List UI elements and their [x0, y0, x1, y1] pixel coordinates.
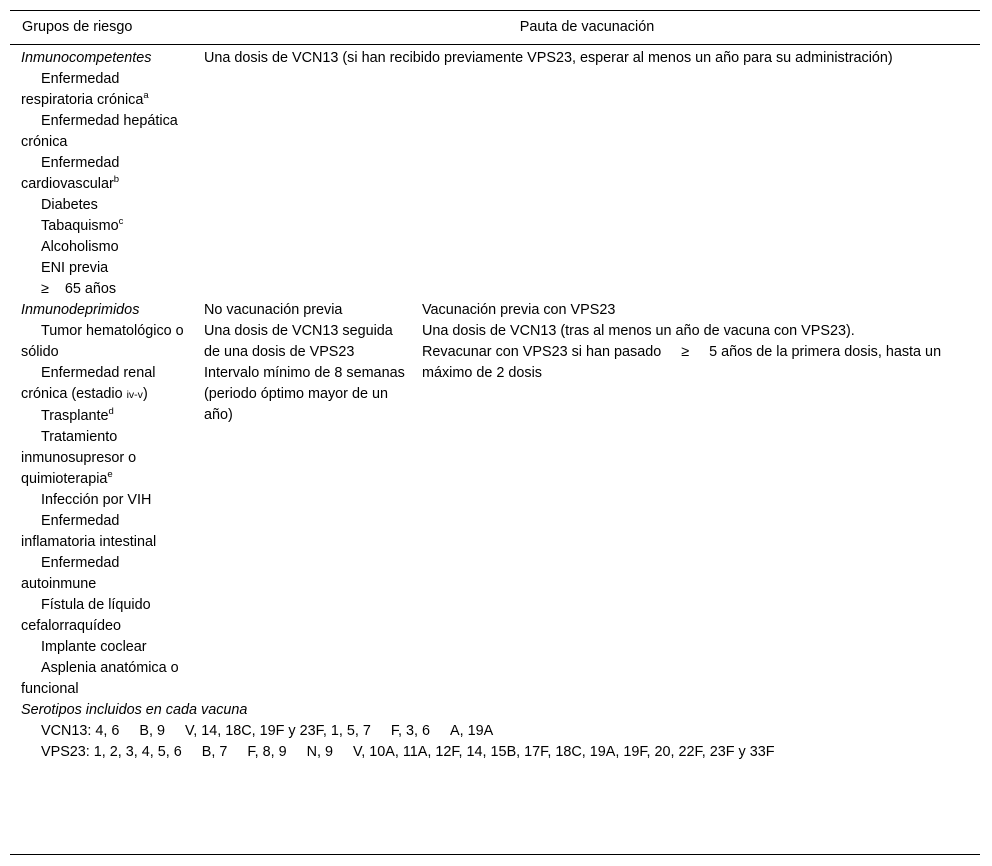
table-row-serotypes	[10, 700, 980, 763]
immunosuppressed-title: Inmunodeprimidos	[21, 302, 140, 318]
list-item: Tabaquismo$^c$	[41, 216, 124, 234]
serotypes-cell	[10, 700, 980, 763]
prior-line1: Una dosis de VCN13 (tras al menos un año de vacuna con VPS23).	[422, 323, 855, 339]
serotypes-vps23: VPS23: 1, 2, 3, 4, 5, 6 B, 7 F, 8, 9 N, 9 V, 10A, 11A, 12F, 14, 15B, 17F, 18C, 19A, 19F, 20, 22F, 23F y 33F	[41, 744, 775, 760]
serotypes-title: Serotipos incluidos en cada vacuna	[21, 702, 248, 718]
no-prior-vaccination-cell	[194, 300, 422, 700]
list-item: Enfermedad inflamatoria intestinal	[21, 513, 157, 550]
list-item: Diabetes	[41, 197, 98, 213]
immunosuppressed-groups-cell	[10, 300, 194, 700]
prior-line2: Revacunar con VPS23 si han pasado ≥ 5 años de la primera dosis, hasta un máximo de 2 dosis	[422, 344, 942, 381]
immunocompetent-schedule: Una dosis de VCN13 (si han recibido previamente VPS23, esperar al menos un año para su administración)	[204, 50, 893, 66]
list-item: Enfermedad cardiovascular$^b$	[21, 155, 120, 192]
list-item: Enfermedad autoinmune	[21, 555, 120, 592]
header-vaccination-schedule: Pauta de vacunación	[194, 11, 980, 45]
list-item: Enfermedad hepática crónica	[21, 113, 178, 150]
list-item: Trasplante$^d$	[41, 406, 114, 424]
no-prior-line1: Una dosis de VCN13 seguida de una dosis de VPS23	[204, 323, 393, 360]
prior-heading: Vacunación previa con VPS23	[422, 302, 616, 318]
list-item: ≥ 65 años	[41, 281, 117, 297]
table-row-immunosuppressed	[10, 300, 980, 700]
list-item: Infección por VIH	[41, 492, 152, 508]
no-prior-heading: No vacunación previa	[204, 302, 343, 318]
list-item: Enfermedad renal crónica (estadio iv-v)	[21, 365, 156, 402]
vaccination-table	[10, 10, 980, 763]
no-prior-line2: Intervalo mínimo de 8 semanas (periodo óptimo mayor de un año)	[204, 365, 405, 423]
list-item: Alcoholismo	[41, 239, 119, 255]
list-item: Asplenia anatómica o funcional	[21, 660, 179, 697]
bottom-rule	[10, 854, 980, 855]
table-row-immunocompetent	[10, 45, 980, 301]
header-risk-groups: Grupos de riesgo	[10, 11, 194, 45]
prior-vaccination-cell	[422, 300, 980, 700]
list-item: Fístula de líquido cefalorraquídeo	[21, 597, 151, 634]
immunocompetent-groups-cell	[10, 45, 194, 301]
list-item: Tratamiento inmunosupresor o quimioterapia$^e$	[21, 429, 137, 487]
list-item: Implante coclear	[41, 639, 147, 655]
list-item: Enfermedad respiratoria crónica$^a$	[21, 71, 149, 108]
serotypes-vcn13: VCN13: 4, 6 B, 9 V, 14, 18C, 19F y 23F, 1, 5, 7 F, 3, 6 A, 19A	[41, 723, 494, 739]
immunocompetent-title: Inmunocompetentes	[21, 50, 152, 66]
table-header-row	[10, 11, 980, 45]
list-item: Tumor hematológico o sólido	[21, 323, 184, 360]
list-item: ENI previa	[41, 260, 109, 276]
